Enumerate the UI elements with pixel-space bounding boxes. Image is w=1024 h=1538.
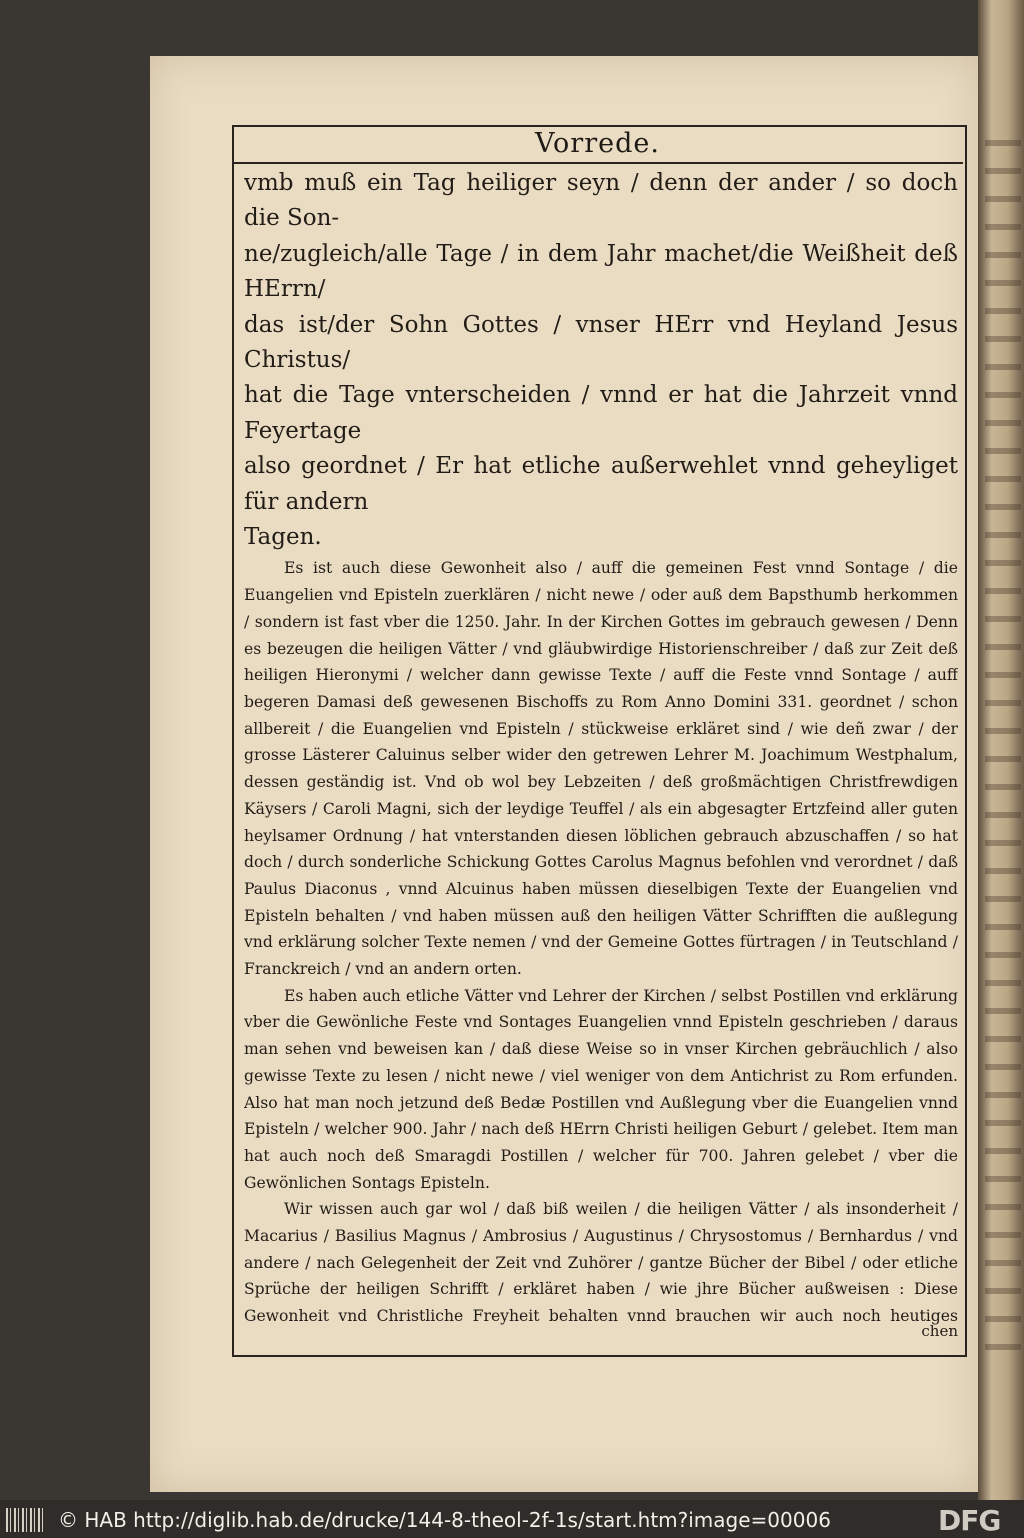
running-head: Vorrede. <box>535 128 660 159</box>
opening-line: vmb muß ein Tag heiliger seyn / denn der ander / so doch die Son- <box>244 170 958 232</box>
text-body <box>244 166 958 1326</box>
opening-line: ne/zugleich/alle Tage / in dem Jahr machet/die Weißheit deß HErrn/ <box>244 240 958 303</box>
facing-page-text-bleed <box>985 140 1021 1360</box>
header-rule <box>232 162 963 164</box>
opening-line: also geordnet / Er hat etliche außerwehlet vnnd geheyliget für andern <box>244 453 958 515</box>
catchword: chen <box>921 1322 958 1340</box>
opening-line: hat die Tage vnterscheiden / vnnd er hat die Jahrzeit vnnd Feyertage <box>244 382 958 444</box>
source-credit-link[interactable]: © HAB http://diglib.hab.de/drucke/144-8-theol-2f-1s/start.htm?image=00006 <box>58 1508 831 1532</box>
barcode-icon <box>6 1508 46 1532</box>
paragraph: Es haben auch etliche Vätter vnd Lehrer der Kirchen / selbst Postillen vnd erklärung vber die Gewönliche Feste vnd Sontages Euangelien vnnd Episteln geschrieben / daraus man sehen vnd beweisen kan / daß diese Weise so in vnser Kirchen gebräuchlich / also gewisse Texte zu lesen / nicht newe / viel weniger von dem Antichrist zu Rom erfunden. Also hat man noch jetzund deß Bedæ Postillen vnd Außlegung vber die Euangelien vnnd Episteln / welcher 900. Jahr / nach deß HErrn Christi heiligen Geburt / gelebet. Item man hat auch noch deß Smaragdi Postillen / welcher für 700. Jahren gelebet / vber die Gewönlichen Sontags Episteln. <box>244 986 958 1192</box>
opening-line: das ist/der Sohn Gottes / vnser HErr vnd Heyland Jesus Christus/ <box>244 311 958 374</box>
dfg-logo: DFG <box>938 1504 1001 1537</box>
paragraph: Es ist auch diese Gewonheit also / auff die gemeinen Fest vnnd Sontage / die Euangelien vnd Episteln zuerklären / nicht newe / oder auß dem Bapsthumb herkommen / sondern ist fast vber die 1250. Jahr. In der Kirchen Gottes im gebrauch gewesen / Denn es bezeugen die heiligen Vätter / vnd gläubwirdige Historienschreiber / daß zur Zeit deß heiligen Hieronymi / welcher dann gewisse Texte / auff die Feste vnnd Sontage / auff begeren Damasi deß gewesenen Bischoffs zu Rom Anno Domini 331. geordnet / schon allbereit / die Euangelien vnd Episteln / stückweise erkläret sind / wie deñ zwar / der grosse Lästerer Caluinus selber wider den getrewen Lehrer M. Joachimum Westphalum, dessen geständig ist. Vnd ob wol bey Lebzeiten / deß großmächtigen Christfrewdigen Käysers / Caroli Magni, sich der leydige Teuffel / als ein abgesagter Ertzfeind aller guten heylsamer Ordnung / hat vnterstanden diesen löblichen gebrauch abzuschaffen / so hat doch / durch sonderliche Schickung Gottes Carolus Magnus befohlen vnd verordnet / daß Paulus Diaconus , vnnd Alcuinus haben müssen dieselbigen Texte der Euangelien vnd Episteln behalten / vnd haben müssen auß den heiligen Vätter Schrifften die außlegung vnd erklärung solcher Texte nemen / vnd der Gemeine Gottes fürtragen / in Teutschland / Franckreich / vnd an andern orten. <box>244 559 958 979</box>
opening-line: Tagen. <box>244 524 322 551</box>
paragraph: Wir wissen auch gar wol / daß biß weilen / die heiligen Vätter / als insonderheit / Macarius / Basilius Magnus / Ambrosius / Augustinus / Chrysostomus / Bernhardus / vnd andere / nach Gelegenheit der Zeit vnd Zuhörer / gantze Bücher der Bibel / oder etliche Sprüche der heiligen Schrifft / erkläret haben / wie jhre Bücher außweisen : Diese Gewonheit vnd Christliche Freyheit behalten vnnd brauchen wir auch noch heutiges <box>244 1200 958 1326</box>
